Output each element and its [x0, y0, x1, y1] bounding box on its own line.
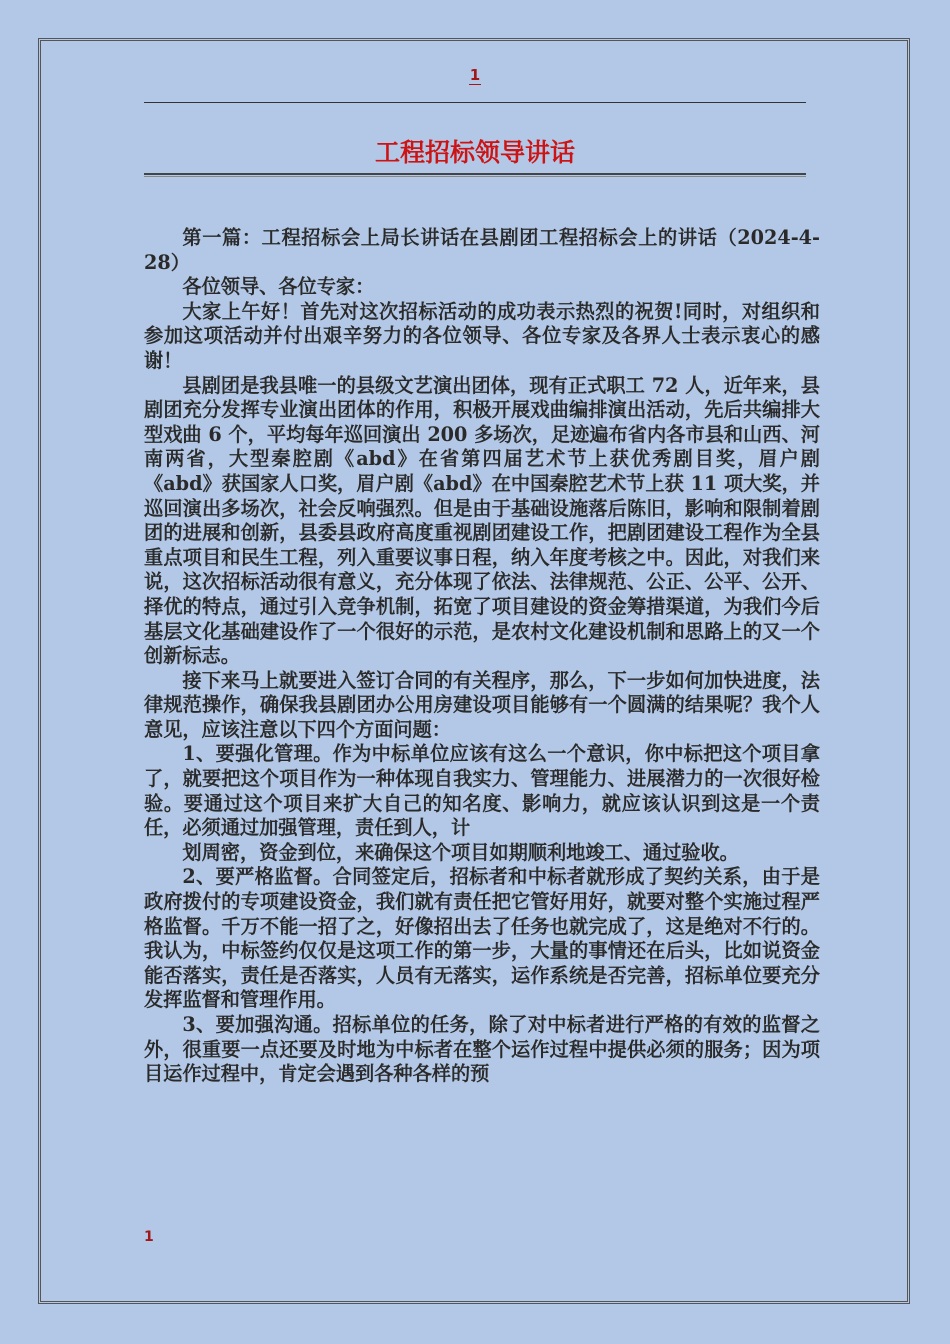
title-rule-secondary — [144, 176, 806, 177]
paragraph: 大家上午好！首先对这次招标活动的成功表示热烈的祝贺!同时，对组织和参加这项活动并付出艰辛努力的各位领导、各位专家及各界人士表示衷心的感谢！ — [144, 299, 820, 372]
paragraph: 3、要加强沟通。招标单位的任务，除了对中标者进行严格的有效的监督之外，很重要一点还要及时地为中标者在整个运作过程中提供必须的服务；因为项目运作过程中，肯定会遇到各种各样的预 — [144, 1013, 820, 1086]
salutation: 各位领导、各位专家： — [182, 275, 375, 299]
paragraph: 2、要严格监督。合同签定后，招标者和中标者就形成了契约关系，由于是政府拨付的专项建设资金，我们就有责任把它管好用好，就要对整个实施过程严格监督。千万不能一招了之，好像招出去了任务也就完成了，这是绝对不行的。我认为，中标签约仅仅是这项工作的第一步，大量的事情还在后头，比如说资金能否落实，责任是否落实，人员有无落实，运作系统是否完善，招标单位要充分发挥监督和管理作用。 — [144, 865, 820, 1012]
title-rule — [144, 173, 806, 175]
document-body — [144, 226, 820, 1087]
header-rule — [144, 102, 806, 103]
footer-page-number: 1 — [144, 1229, 154, 1245]
paragraph: 接下来马上就要进入签订合同的有关程序，那么，下一步如何加快进度，法律规范操作，确保我县剧团办公用房建设项目能够有一个圆满的结果呢？我个人意见，应该注意以下四个方面问题： — [144, 668, 820, 741]
paragraph: 县剧团是我县唯一的县级文艺演出团体，现有正式职工 72 人，近年来，县剧团充分发挥专业演出团体的作用，积极开展戏曲编排演出活动，先后共编排大型戏曲 6 个，平均每年巡回演出 200 多场次，足迹遍布省内各市县和山西、河南两省，大型秦腔剧《abd》在省第四届艺术节上获优秀剧目奖，眉户剧《abd》获国家人口奖，眉户剧《abd》在中国秦腔艺术节上获 11 项大奖，并巡回演出多场次，社会反响强烈。但是由于基础设施落后陈旧，影响和限制着剧团的进展和创新，县委县政府高度重视剧团建设工作，把剧团建设工程作为全县重点项目和民生工程，列入重要议事日程，纳入年度考核之中。因此，对我们来说，这次招标活动很有意义，充分体现了依法、法律规范、公正、公平、公开、择优的特点，通过引入竞争机制，拓宽了项目建设的资金筹措渠道，为我们今后基层文化基础建设作了一个很好的示范，是农村文化建设机制和思路上的又一个创新标志。 — [144, 373, 820, 668]
document-title: 工程招标领导讲话 — [374, 138, 575, 167]
section-heading: 第一篇：工程招标会上局长讲话在县剧团工程招标会上的讲话（2024-4-28） — [144, 226, 820, 274]
header-page-number — [0, 66, 950, 84]
paragraph: 划周密，资金到位，来确保这个项目如期顺利地竣工、通过验收。 — [182, 840, 739, 864]
paragraph: 1、要强化管理。作为中标单位应该有这么一个意识，你中标把这个项目拿了，就要把这个项目作为一种体现自我实力、管理能力、进展潜力的一次很好检验。要通过这个项目来扩大自己的知名度、影响力，就应该认识到这是一个责任，必须通过加强管理，责任到人，计 — [144, 742, 820, 840]
header-page-number-text: 1 — [469, 66, 481, 84]
